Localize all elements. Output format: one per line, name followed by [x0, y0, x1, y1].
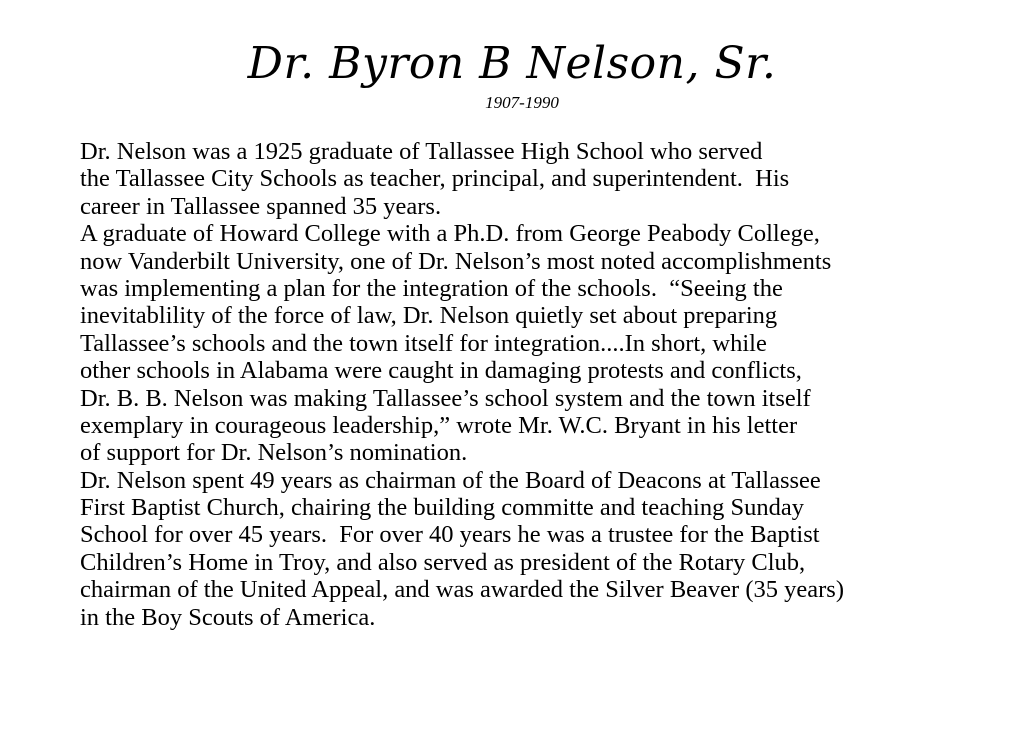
text-line: Dr. Nelson was a 1925 graduate of Tallassee High School who served	[80, 138, 763, 165]
text-line: exemplary in courageous leadership,” wrote Mr. W.C. Bryant in his letter	[80, 411, 798, 439]
text-line: chairman of the United Appeal, and was awarded the Silver Beaver (35 years)	[80, 576, 844, 604]
text-line: was implementing a plan for the integration of the schools. “Seeing the	[80, 274, 783, 302]
text-line: career in Tallassee spanned 35 years.	[80, 192, 442, 220]
page-title: Dr. Byron B Nelson, Sr.	[247, 38, 777, 89]
text-line: in the Boy Scouts of America.	[80, 603, 376, 631]
text-line: School for over 45 years. For over 40 years he was a trustee for the Baptist	[80, 521, 820, 549]
text-line: the Tallassee City Schools as teacher, principal, and superintendent. His	[80, 165, 790, 193]
text-line: other schools in Alabama were caught in damaging protests and conflicts,	[80, 357, 802, 385]
life-years: 1907-1990	[485, 93, 559, 112]
text-line: Dr. B. B. Nelson was making Tallassee’s school system and the town itself	[80, 384, 811, 412]
text-line: A graduate of Howard College with a Ph.D. from George Peabody College,	[80, 220, 820, 248]
text-line: inevitablility of the force of law, Dr. Nelson quietly set about preparing	[80, 302, 778, 330]
text-line: of support for Dr. Nelson’s nomination.	[80, 439, 468, 467]
biography-text	[80, 138, 1010, 631]
text-line: Dr. Nelson spent 49 years as chairman of the Board of Deacons at Tallassee	[80, 466, 821, 494]
text-line: now Vanderbilt University, one of Dr. Nelson’s most noted accomplishments	[80, 247, 832, 275]
text-line: Tallassee’s schools and the town itself for integration....In short, while	[80, 329, 767, 357]
text-line: Children’s Home in Troy, and also served as president of the Rotary Club,	[80, 548, 806, 576]
text-line: First Baptist Church, chairing the building committe and teaching Sunday	[80, 494, 804, 522]
